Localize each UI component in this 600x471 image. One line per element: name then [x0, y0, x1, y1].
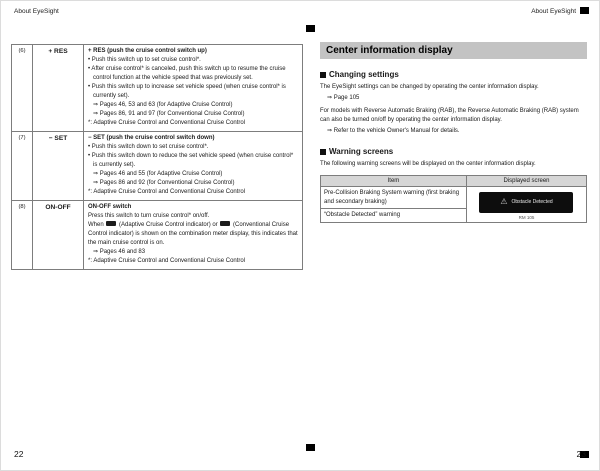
displayed-screen-cell [466, 187, 586, 223]
description-line: • Push this switch up to set cruise control*. [88, 57, 201, 63]
switch-description [84, 132, 303, 201]
description-line: − SET (push the cruise control switch down) [88, 135, 215, 141]
warning-triangle-icon: ⚠ [500, 197, 508, 207]
running-head-left: About EyeSight [14, 8, 59, 15]
section-square-icon [320, 149, 326, 155]
running-head-right: About EyeSight [531, 8, 576, 15]
cruise-switch-row [12, 201, 303, 270]
center-information-display-section [320, 42, 587, 223]
center-display-screenshot [479, 192, 573, 213]
page-title: Center information display [320, 42, 587, 59]
table-row [321, 187, 587, 209]
description-line: When (Adaptive Cruise Control indicator) or (Conventional Cruise Control indicator) is shown on the combination meter display, this indicates that the main cruise control is on. [88, 222, 298, 246]
warning-screens-table [320, 175, 587, 223]
section-changing-settings [320, 70, 587, 79]
switch-description [84, 201, 303, 270]
conventional-cruise-control-indicator-icon [220, 221, 230, 226]
page-number-right: 23 [576, 449, 586, 459]
description-line: *: Adaptive Cruise Control and Conventional Cruise Control [88, 189, 246, 195]
cruise-switch-row [12, 132, 303, 201]
section-heading-label: Changing settings [329, 70, 399, 79]
description-line: • Push this switch up to increase set vehicle speed (when cruise control* is currently set). [88, 84, 286, 99]
section-warning-screens [320, 147, 587, 156]
cruise-switch-table-body [12, 45, 303, 270]
switch-description [84, 45, 303, 132]
section-square-icon [320, 72, 326, 78]
description-line: ⇒ Pages 86 and 92 (for Conventional Cruise Control) [93, 180, 235, 186]
registration-mark [306, 444, 315, 451]
screen-message: Obstacle Detected [511, 199, 553, 206]
description-line: *: Adaptive Cruise Control and Conventional Cruise Control [88, 120, 246, 126]
description-line: *: Adaptive Cruise Control and Conventional Cruise Control [88, 258, 246, 264]
description-line: • Push this switch down to reduce the set vehicle speed (when cruise control* is currently set). [88, 153, 294, 168]
description-line: + RES (push the cruise control switch up) [88, 48, 207, 54]
page-reference: ⇒ Refer to the vehicle Owner's Manual for details. [327, 128, 460, 134]
description-line: ⇒ Pages 46 and 55 (for Adaptive Cruise Control) [93, 171, 223, 177]
paragraph: The EyeSight settings can be changed by operating the center information display. [320, 84, 539, 90]
column-header-displayed-screen: Displayed screen [466, 176, 586, 187]
registration-mark [580, 7, 589, 14]
column-header-item: Item [321, 176, 467, 187]
switch-label: + RES [33, 45, 84, 132]
table-header-row [321, 176, 587, 187]
figure-caption: RM 105 [518, 214, 535, 220]
warning-item: “Obstacle Detected” warning [321, 209, 467, 223]
switch-label: ON-OFF [33, 201, 84, 270]
cruise-switch-row [12, 45, 303, 132]
paragraph: For models with Reverse Automatic Braking (RAB), the Reverse Automatic Braking (RAB) system can also be turned on/off by operating the center information display. [320, 108, 579, 123]
registration-mark [306, 25, 315, 32]
switch-label: − SET [33, 132, 84, 201]
item-number: (8) [12, 201, 33, 270]
description-line: ⇒ Pages 46 and 83 [93, 249, 146, 255]
description-line: Press this switch to turn cruise control* on/off. [88, 213, 210, 219]
section-heading-label: Warning screens [329, 147, 394, 156]
paragraph: The following warning screens will be displayed on the center information display. [320, 161, 536, 167]
description-line: ON-OFF switch [88, 204, 132, 210]
adaptive-cruise-control-indicator-icon [106, 221, 116, 226]
item-number: (7) [12, 132, 33, 201]
description-line: ⇒ Pages 46, 53 and 63 (for Adaptive Cruise Control) [93, 102, 233, 108]
page-number-left: 22 [14, 449, 24, 459]
description-line: • Push this switch down to set cruise control*. [88, 144, 209, 150]
description-line: • After cruise control* is canceled, push this switch up to resume the cruise control function at the vehicle speed that was previously set. [88, 66, 286, 81]
page-reference: ⇒ Page 105 [327, 95, 360, 101]
warning-item: Pre-Collision Braking System warning (first braking and secondary braking) [321, 187, 467, 209]
description-line: ⇒ Pages 86, 91 and 97 (for Conventional Cruise Control) [93, 111, 245, 117]
cruise-control-switch-table [11, 44, 303, 270]
item-number: (6) [12, 45, 33, 132]
